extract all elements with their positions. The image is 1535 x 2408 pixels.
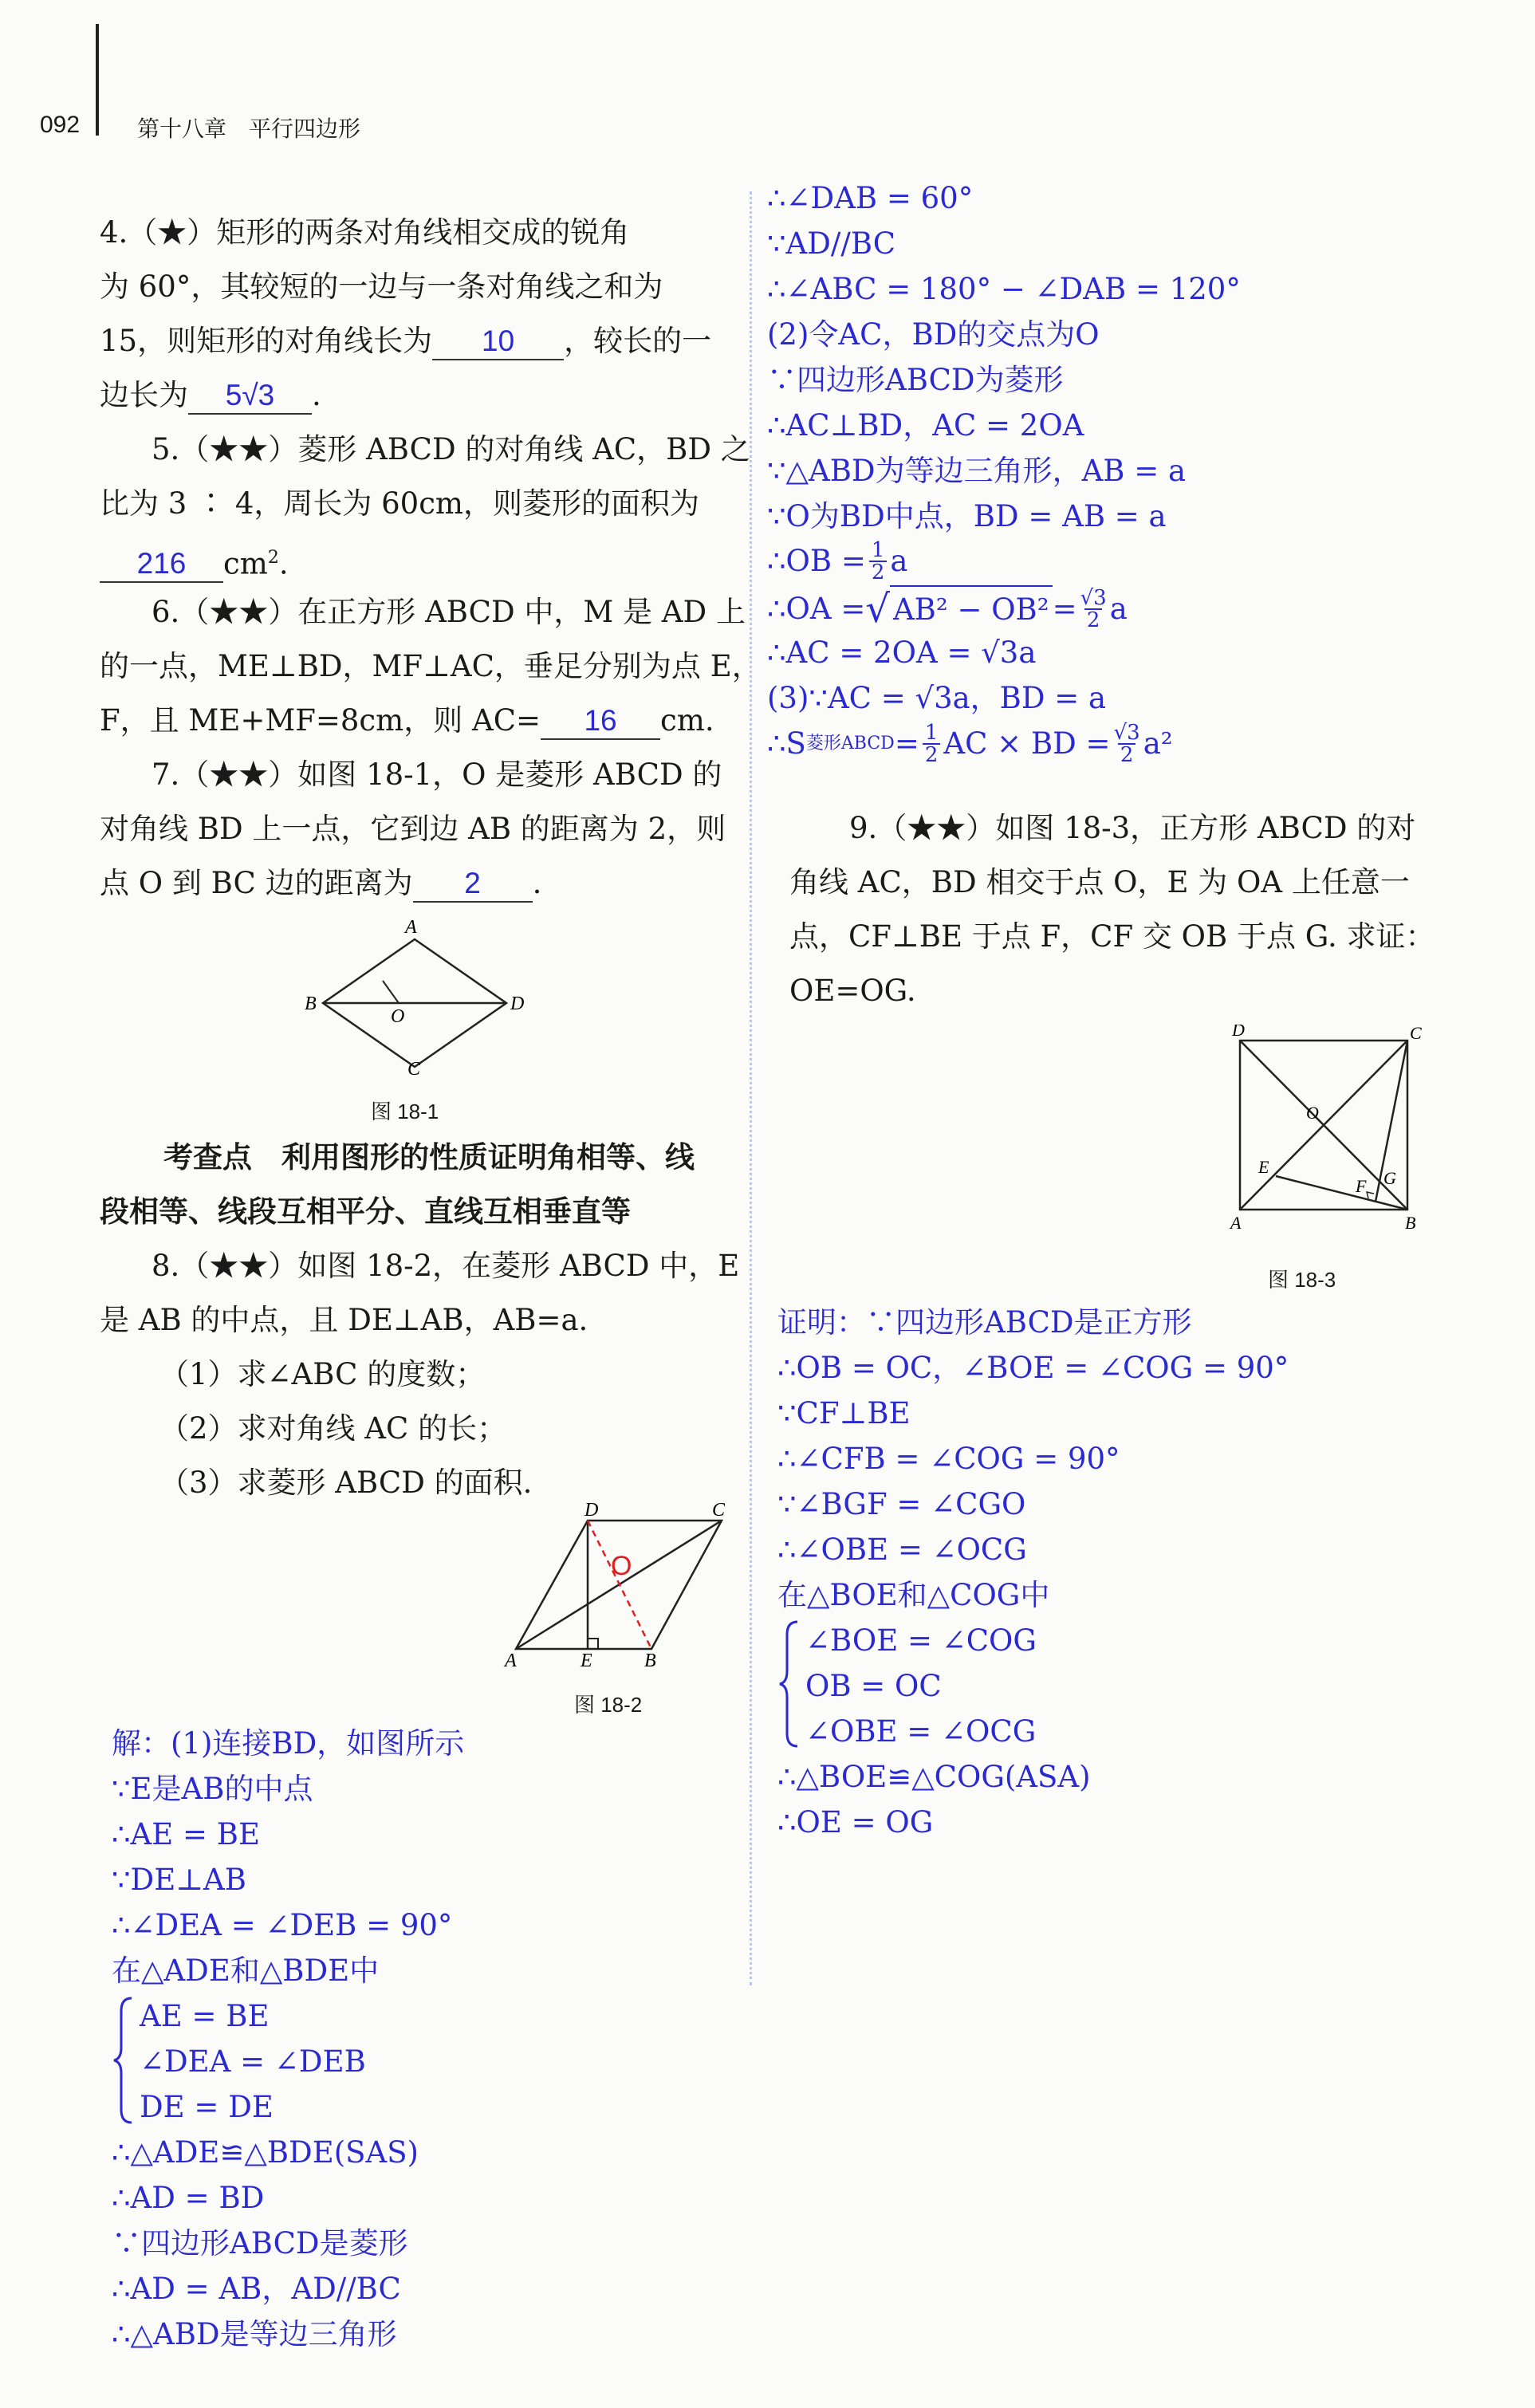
figure-18-3 xyxy=(1220,1025,1443,1240)
question-4 xyxy=(100,206,629,260)
oa-equals: = xyxy=(1052,592,1077,626)
fig2-label-a: A xyxy=(505,1651,517,1670)
fig3-label-d: D xyxy=(1232,1025,1245,1040)
solution-line: ∵DE⊥AB xyxy=(112,1863,246,1897)
right-angle-mark xyxy=(588,1639,598,1649)
q9-line3: 点，CF⊥BE 于点 F，CF 交 OB 于点 G. 求证： xyxy=(789,919,1435,954)
solution-line: 在△ADE和△BDE中 xyxy=(112,1954,380,1988)
fig3-label-c: C xyxy=(1410,1025,1422,1043)
figure-18-1 xyxy=(303,917,526,1076)
q6-line1: 6.（★★）在正方形 ABCD 中，M 是 AD 上 xyxy=(152,595,746,629)
header-rule xyxy=(96,24,99,136)
ob-formula xyxy=(767,538,907,584)
q4-line4-text: 边长为 xyxy=(100,378,188,412)
q4-line3 xyxy=(100,314,711,368)
fig3-label-o: O xyxy=(1306,1103,1319,1123)
q8-subquestion-3: （3）求菱形 ABCD 的面积. xyxy=(159,1466,533,1500)
ob-prefix: ∴OB = xyxy=(767,544,866,578)
q7-line1: 7.（★★）如图 18-1，O 是菱形 ABCD 的 xyxy=(152,757,722,792)
solution-line: DE = DE xyxy=(140,2090,274,2124)
ob-suffix: a xyxy=(890,544,908,578)
q8-subquestion-2: （2）求对角线 AC 的长； xyxy=(159,1411,507,1446)
proof-line: ∴∠OBE = ∠OCG xyxy=(777,1533,1027,1567)
fig1-label-d: D xyxy=(510,993,525,1014)
ob-numerator: 1 xyxy=(871,537,885,562)
fig1-label-b: B xyxy=(305,993,317,1014)
proof-line: ∴∠CFB = ∠COG = 90° xyxy=(777,1442,1120,1476)
q7-line3-tail: . xyxy=(532,866,542,900)
q5-answer[interactable]: 216 xyxy=(100,546,223,583)
solution-line: ∵E是AB的中点 xyxy=(112,1772,313,1806)
q9-line4: OE=OG. xyxy=(789,974,916,1008)
q5-unit-exponent: 2 xyxy=(267,548,279,568)
figure-18-1-caption: 图 18-1 xyxy=(371,1100,439,1123)
area-suffix: a² xyxy=(1143,726,1173,761)
figure-18-2 xyxy=(498,1503,738,1670)
q5-unit: cm xyxy=(223,546,268,581)
fig2-label-b: B xyxy=(644,1651,656,1670)
oa-formula xyxy=(767,585,1128,632)
proof-line: ∵∠BGF = ∠CGO xyxy=(777,1487,1026,1521)
fig1-label-o: O xyxy=(391,1006,405,1027)
right-angle-mark xyxy=(1367,1192,1374,1198)
q4-line4-tail: . xyxy=(312,378,321,412)
oa-denominator: 2 xyxy=(1084,608,1103,631)
area-den2: 2 xyxy=(1118,743,1136,765)
oa-radicand: AB² − OB² xyxy=(890,585,1053,632)
q4-line1: 4.（★）矩形的两条对角线相交成的锐角 xyxy=(100,215,630,250)
solution-line: ∴AE = BE xyxy=(112,1817,260,1851)
q8-line2: 是 AB 的中点，且 DE⊥AB，AB=a. xyxy=(100,1303,588,1337)
oa-prefix: ∴OA = xyxy=(767,592,866,626)
q6-answer[interactable]: 16 xyxy=(541,703,660,740)
q9-proof xyxy=(777,1300,1289,1845)
area-num2: √3 xyxy=(1113,720,1140,745)
solution-line: ∵△ABD为等边三角形，AB = a xyxy=(767,454,1187,488)
q5-line2: 比为 3 ∶ 4，周长为 60cm，则菱形的面积为 xyxy=(100,486,700,521)
q8-line1: 8.（★★）如图 18-2，在菱形 ABCD 中，E xyxy=(152,1249,740,1283)
oa-numerator: √3 xyxy=(1080,585,1107,610)
q4-line4 xyxy=(100,368,321,423)
q7-line2: 对角线 BD 上一点，它到边 AB 的距离为 2，则 xyxy=(100,812,726,846)
fig2-label-d: D xyxy=(584,1503,599,1521)
ac-formula: ∴AC = 2OA = √3a xyxy=(767,635,1037,670)
solution-line: ∴∠DEA = ∠DEB = 90° xyxy=(112,1908,453,1942)
q6-line3 xyxy=(100,694,714,748)
proof-line: ∴△BOE≌△COG(ASA) xyxy=(777,1760,1091,1794)
area-formula xyxy=(767,721,1173,766)
fig1-label-c: C xyxy=(407,1059,421,1076)
proof-line: ∴OE = OG xyxy=(777,1805,934,1839)
part3-line: (3)∵AC = √3a，BD = a xyxy=(767,681,1107,715)
solution-line: ∵四边形ABCD是菱形 xyxy=(112,2226,408,2260)
q8-solution-part2 xyxy=(767,175,1241,539)
proof-line: ∴OB = OC，∠BOE = ∠COG = 90° xyxy=(777,1351,1289,1385)
q6-line3-text: F，且 ME+MF=8cm，则 AC= xyxy=(100,703,541,738)
solution-line: ∴∠DAB = 60° xyxy=(767,181,974,215)
ob-denominator: 2 xyxy=(869,561,888,583)
fig1-label-a: A xyxy=(405,917,417,938)
q5-line1: 5.（★★）菱形 ABCD 的对角线 AC，BD 之 xyxy=(152,432,750,466)
right-brace xyxy=(777,1619,801,1750)
solution-line: ∠DEA = ∠DEB xyxy=(140,2044,366,2079)
area-fraction-1 xyxy=(923,722,941,765)
q7-line3 xyxy=(100,856,541,911)
oa-fraction xyxy=(1080,585,1107,632)
proof-line: 证明：∵四边形ABCD是正方形 xyxy=(777,1305,1192,1340)
page-number: 092 xyxy=(40,112,81,138)
q5-line3: 216 $cm^2$. xyxy=(100,531,289,591)
proof-line: ∠BOE = ∠COG xyxy=(805,1623,1037,1658)
section-heading-line1: 考查点 利用图形的性质证明角相等、线 xyxy=(163,1140,695,1174)
q8-subquestion-1: （1）求∠ABC 的度数； xyxy=(159,1357,486,1391)
solution-line: ∴△ABD是等边三角形 xyxy=(112,2317,397,2351)
q6-line2: 的一点，ME⊥BD，MF⊥AC，垂足分别为点 E， xyxy=(100,649,762,683)
diagonal-bd-red xyxy=(588,1521,651,1649)
proof-line: 在△BOE和△COG中 xyxy=(777,1578,1050,1612)
solution-line: ∵O为BD中点，BD = AB = a xyxy=(767,499,1167,533)
fig3-label-g: G xyxy=(1383,1168,1396,1188)
section-heading-line2: 段相等、线段互相平分、直线互相垂直等 xyxy=(100,1194,631,1229)
area-num1: 1 xyxy=(924,720,939,745)
oa-suffix: a xyxy=(1109,592,1128,626)
fig3-label-b: B xyxy=(1405,1213,1416,1233)
area-middle: AC × BD = xyxy=(943,726,1111,761)
solution-line: ∴AD = BD xyxy=(112,2181,265,2215)
q7-line3-text: 点 O 到 BC 边的距离为 xyxy=(100,866,413,900)
q7-answer[interactable]: 2 xyxy=(413,866,533,903)
ob-fraction xyxy=(869,537,888,584)
solution-line: 解：(1)连接BD，如图所示 xyxy=(112,1726,465,1761)
area-prefix: ∴S xyxy=(767,726,806,761)
chapter-title: 第十八章 平行四边形 xyxy=(137,116,361,141)
sqrt-icon: √ xyxy=(865,586,890,632)
figure-18-3-caption: 图 18-3 xyxy=(1268,1268,1336,1292)
area-fraction-2 xyxy=(1114,722,1140,765)
proof-line: ∵CF⊥BE xyxy=(777,1396,911,1430)
fig3-label-e: E xyxy=(1258,1157,1269,1177)
fig3-label-f: F xyxy=(1356,1176,1367,1196)
proof-line: ∠OBE = ∠OCG xyxy=(805,1714,1037,1749)
q4-line2: 为 60°，其较短的一边与一条对角线之和为 xyxy=(100,270,663,304)
solution-line: AE = BE xyxy=(140,1999,270,2033)
fig2-label-c: C xyxy=(712,1503,726,1521)
solution-line: ∴△ADE≌△BDE(SAS) xyxy=(112,2135,419,2170)
q9-line2: 角线 AC，BD 相交于点 O，E 为 OA 上任意一 xyxy=(789,865,1410,899)
solution-line: ∵AD//BC xyxy=(767,226,896,261)
q4-line3-text: 15，则矩形的对角线长为 xyxy=(100,324,433,358)
proof-line: OB = OC xyxy=(805,1669,942,1703)
area-subscript: 菱形ABCD xyxy=(805,734,895,753)
q6-line3-tail: cm. xyxy=(660,703,714,738)
q8-solution-part1 xyxy=(112,1721,464,2357)
fig2-label-o: O xyxy=(611,1551,632,1581)
solution-line: ∵四边形ABCD为菱形 xyxy=(767,363,1064,397)
area-den1: 2 xyxy=(923,743,941,765)
solution-line: ∴AC⊥BD，AC = 2OA xyxy=(767,408,1084,443)
q4-answer-1[interactable]: 10 xyxy=(432,324,564,360)
q4-answer-2[interactable]: 5√3 xyxy=(188,378,312,415)
solution-line: ∴AD = AB，AD//BC xyxy=(112,2272,401,2306)
solution-line: (2)令AC，BD的交点为O xyxy=(767,317,1100,352)
figure-18-2-caption: 图 18-2 xyxy=(574,1693,643,1717)
perpendicular-o-ab xyxy=(383,981,399,1003)
fig3-label-a: A xyxy=(1230,1213,1242,1233)
fig2-label-e: E xyxy=(581,1651,592,1670)
q4-line3-tail: ，较长的一 xyxy=(564,324,712,358)
area-equals: = xyxy=(894,726,919,761)
solution-line: ∴∠ABC = 180° − ∠DAB = 120° xyxy=(767,272,1241,306)
left-brace xyxy=(112,1995,136,2127)
q9-line1: 9.（★★）如图 18-3，正方形 ABCD 的对 xyxy=(849,811,1416,845)
